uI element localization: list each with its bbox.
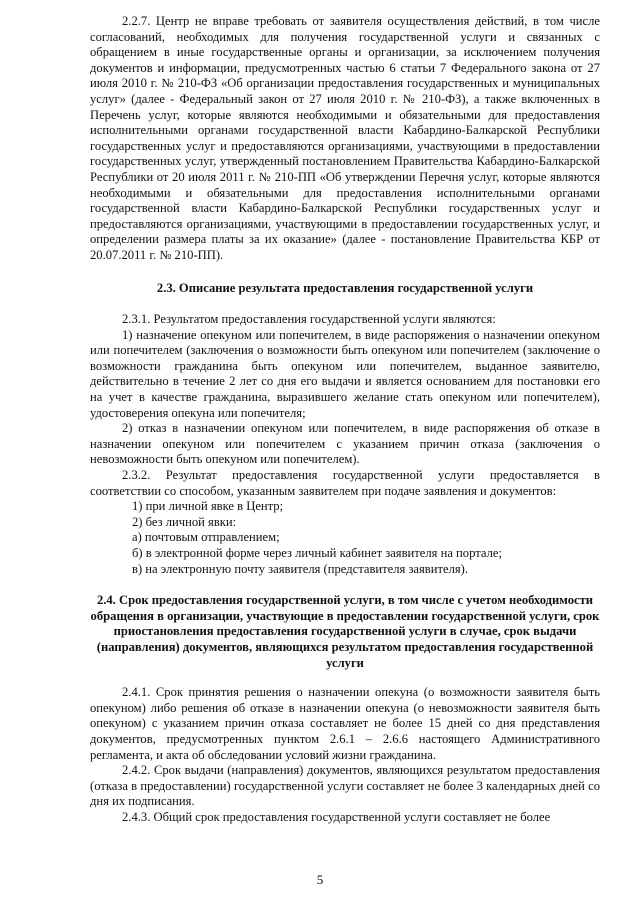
list-item: а) почтовым отправлением; xyxy=(132,530,280,545)
paragraph-2-4-1: 2.4.1. Срок принятия решения о назначении опекуна (о возможности заявителя быть опекуном) либо решения об отказе в назначении опекуна (о невозможности заявителя быть опекуном) с указанием причин отказа составляет не более 15 дней со дня представления документов, предусмотренных пунктом 2.6.1 – 2.6.6 настоящего Административного регламента, и акта об обследовании условий жизни гражданина. xyxy=(90,685,600,762)
section-heading-2-3: 2.3. Описание результата предоставления государственной услуги xyxy=(156,280,534,295)
paragraph-2-3-2: 2.3.2. Результат предоставления государственной услуги предоставляется в соответствии со способом, указанным заявителем при подаче заявления и документов: xyxy=(90,468,600,498)
list-item: б) в электронной форме через личный кабинет заявителя на портале; xyxy=(132,546,502,560)
paragraph-2-3-1: 2.3.1. Результатом предоставления государственной услуги являются: xyxy=(122,312,496,327)
list-item: 1) при личной явке в Центр; xyxy=(132,499,284,514)
paragraph-2-4-3: 2.4.3. Общий срок предоставления государственной услуги составляет не более xyxy=(122,809,551,824)
list-item: в) на электронную почту заявителя (представителя заявителя). xyxy=(132,561,469,576)
paragraph-2-4-2: 2.4.2. Срок выдачи (направления) документов, являющихся результатом предоставления (отказа в предоставлении) государственной услуги составляет не более 3 календарных дней со дня их подписания. xyxy=(90,763,600,809)
list-item: 2) без личной явки: xyxy=(132,514,237,529)
paragraph-2-3-1-item-1: 1) назначение опекуном или попечителем, в виде распоряжения о назначении опекуном или попечителем (заключения о возможности быть опекуном или попечителем (заключение о возможности гражданина быть опекуном или попечителем, выданное заявителю, действительно в течение 2 лет со дня его выдачи и является основанием для постановки его на учет в качестве гражданина, выразившего желание стать опекуном или попечителем), удостоверения опекуна или попечителя; xyxy=(90,327,600,420)
page-number: 5 xyxy=(316,872,324,887)
document-body xyxy=(90,14,600,826)
paragraph-2-2-7: 2.2.7. Центр не вправе требовать от заявителя осуществления действий, в том числе согласований, необходимых для получения государственной услуги и связанных с обращением в иные государственные органы и организации, за исключением получения документов и информации, предусмотренных частью 6 статьи 7 Федерального закона от 27 июля 2010 г. № 210-ФЗ «Об организации предоставления государственных и муниципальных услуг» (далее - Федеральный закон от 27 июля 2010 г. № 210-ФЗ), а также включенных в Перечень услуг, которые являются необходимыми и обязательными для предоставления исполнительными органами государственной власти Кабардино-Балкарской Республики государственных услуг и предоставляются организациями, участвующими в предоставлении государственных услуг, утвержденный постановлением Правительства Кабардино-Балкарской Республики от 20 июля 2011 г. № 210-ПП «Об утверждении Перечня услуг, которые являются необходимыми и обязательными для предоставления исполнительными органами государственной власти Кабардино-Балкарской Республики государственных услуг и предоставляются организациями, участвующими в предоставлении государственных услуг, и определении размера платы за их оказание» (далее - постановление Правительства КБР от 20.07.2011 г. № 210-ПП). xyxy=(90,14,600,262)
section-heading-2-4: 2.4. Срок предоставления государственной услуги, в том числе с учетом необходимости обращения в организации, участвующие в предоставлении государственной услуги, срок приостановления предоставления государственной услуги в случае, срок выдачи (направления) документов, являющихся результатом предоставления государственной услуги xyxy=(90,593,600,670)
paragraph-2-3-1-item-2: 2) отказ в назначении опекуном или попечителем, в виде распоряжения об отказе в назначении опекуном или попечителем с указанием причин отказа (заключения о невозможности быть опекуном или попечителем). xyxy=(90,421,600,467)
